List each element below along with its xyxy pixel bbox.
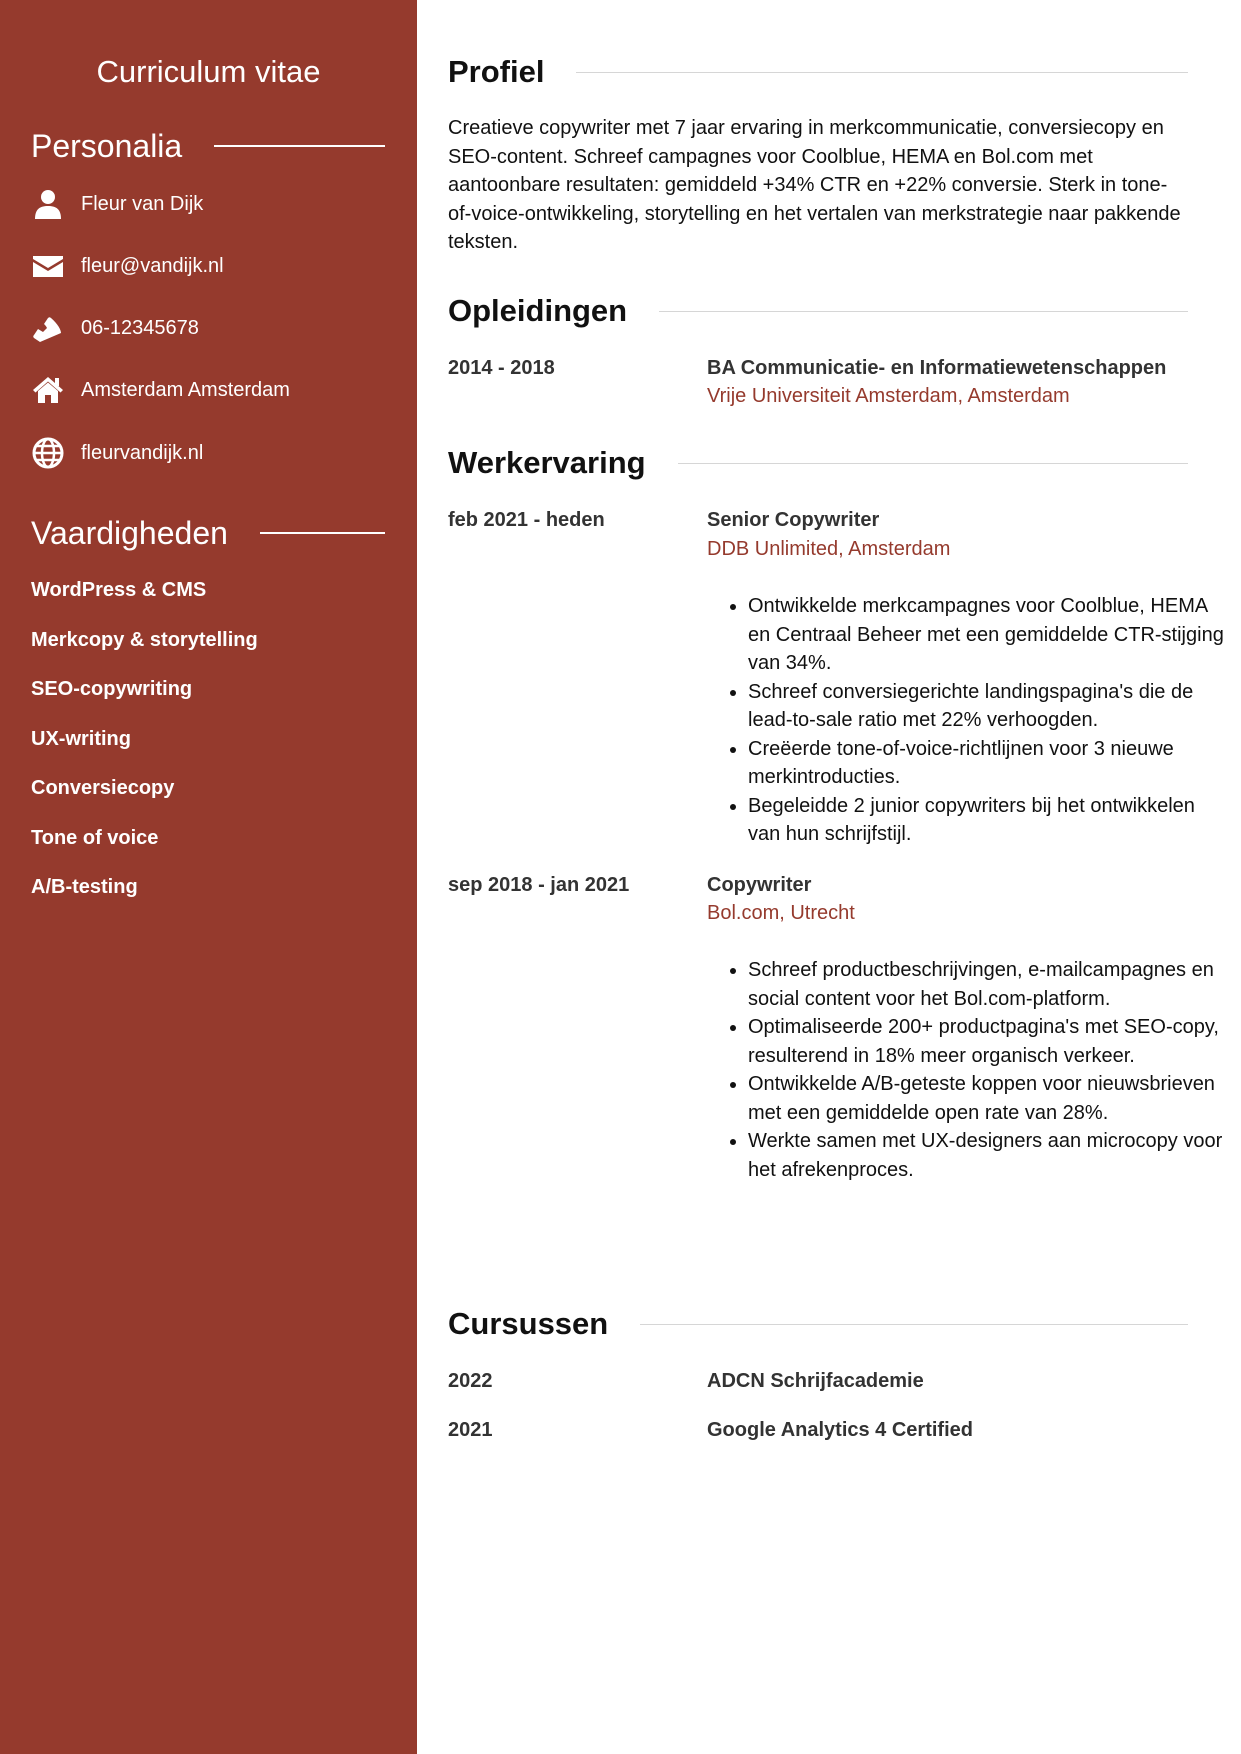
- course-title: Google Analytics 4 Certified: [707, 1419, 973, 1441]
- job-bullet: • Begeleidde 2 junior copywriters bij het ontwikkelen van hun schrijfstijl.: [748, 792, 1228, 849]
- globe-icon: [31, 436, 65, 470]
- job-bullet: • Werkte samen met UX-designers aan microcopy voor het afrekenproces.: [748, 1127, 1228, 1184]
- education-date: 2014 - 2018: [448, 357, 555, 379]
- profile-text: Creatieve copywriter met 7 jaar ervaring in merkcommunicatie, conversiecopy en SEO-content. Schreef campagnes voor Coolblue, HEMA en Bol.com met aantoonbare resultaten: gemiddeld +34% CTR en +22% conversie. Sterk in tone-of-voice-ontwikkeling, storytelling en het vertalen van merkstrategie naar pakkende teksten.: [448, 117, 1181, 253]
- education-institution: Vrije Universiteit Amsterdam, Amsterdam: [707, 385, 1070, 407]
- course-title: ADCN Schrijfacademie: [707, 1370, 924, 1392]
- education-title: BA Communicatie- en Informatiewetenschappen: [707, 357, 1167, 379]
- personalia-heading: [31, 124, 385, 168]
- job-bullet: • Schreef productbeschrijvingen, e-mailcampagnes en social content voor het Bol.com-platform.: [748, 956, 1228, 1013]
- work-divider: [678, 463, 1188, 464]
- courses-heading: [448, 1304, 1188, 1344]
- profile-heading-label: Profiel: [448, 54, 545, 89]
- job-title: Copywriter: [707, 874, 812, 896]
- contact-email[interactable]: [31, 248, 224, 284]
- courses-divider: [640, 1324, 1188, 1325]
- contact-email-text[interactable]: fleur@vandijk.nl: [81, 254, 224, 277]
- skill-item: A/B-testing: [31, 876, 138, 898]
- contact-name: [31, 186, 203, 222]
- job-date: feb 2021 - heden: [448, 509, 605, 531]
- skills-divider: [260, 532, 385, 534]
- personalia-divider: [214, 145, 385, 147]
- skill-item: UX-writing: [31, 728, 131, 750]
- document-title: Curriculum vitae: [96, 54, 321, 89]
- sidebar: [0, 0, 417, 1754]
- job-bullets: [707, 592, 1228, 849]
- contact-address: [31, 372, 290, 408]
- education-divider: [659, 311, 1188, 312]
- job-bullet: • Optimaliseerde 200+ productpagina's met SEO-copy, resulterend in 18% meer organisch verkeer.: [748, 1013, 1228, 1070]
- education-heading-label: Opleidingen: [448, 293, 628, 328]
- skill-item: WordPress & CMS: [31, 579, 207, 601]
- skill-item: SEO-copywriting: [31, 678, 193, 700]
- job-company: DDB Unlimited, Amsterdam: [707, 538, 951, 560]
- contact-address-text: Amsterdam Amsterdam: [81, 378, 290, 401]
- education-heading: [448, 291, 1188, 331]
- job-title: Senior Copywriter: [707, 509, 880, 531]
- personalia-heading-label: Personalia: [31, 127, 183, 164]
- job-bullet: • Ontwikkelde merkcampagnes voor Coolblue, HEMA en Centraal Beheer met een gemiddelde CTR-stijging van 34%.: [748, 592, 1228, 678]
- job-bullet: • Ontwikkelde A/B-geteste koppen voor nieuwsbrieven met een gemiddelde open rate van 28%.: [748, 1070, 1228, 1127]
- job-bullets: [707, 956, 1228, 1184]
- work-heading: [448, 443, 1188, 483]
- user-icon: [31, 187, 65, 221]
- contact-website-text[interactable]: fleurvandijk.nl: [81, 441, 204, 464]
- job-date: sep 2018 - jan 2021: [448, 874, 630, 896]
- courses-heading-label: Cursussen: [448, 1306, 609, 1341]
- job-bullet: • Schreef conversiegerichte landingspagina's die de lead-to-sale ratio met 22% verhoogden.: [748, 678, 1228, 735]
- skills-heading-label: Vaardigheden: [31, 514, 228, 551]
- contact-phone-text[interactable]: 06-12345678: [81, 316, 199, 339]
- skill-item: Tone of voice: [31, 827, 159, 849]
- skill-item: Merkcopy & storytelling: [31, 629, 258, 651]
- work-heading-label: Werkervaring: [448, 445, 646, 480]
- envelope-icon: [31, 249, 65, 283]
- phone-icon: [31, 311, 65, 345]
- home-icon: [31, 373, 65, 407]
- skill-item: Conversiecopy: [31, 777, 175, 799]
- contact-website[interactable]: [31, 435, 203, 471]
- contact-phone[interactable]: [31, 310, 199, 346]
- job-company: Bol.com, Utrecht: [707, 902, 855, 924]
- job-bullet: • Creëerde tone-of-voice-richtlijnen voor 3 nieuwe merkintroducties.: [748, 735, 1228, 792]
- course-date: 2022: [448, 1370, 493, 1392]
- course-date: 2021: [448, 1419, 493, 1441]
- profile-heading: [448, 52, 1188, 92]
- profile-divider: [576, 72, 1188, 73]
- contact-name-text: Fleur van Dijk: [81, 192, 204, 215]
- skills-heading: [31, 511, 385, 555]
